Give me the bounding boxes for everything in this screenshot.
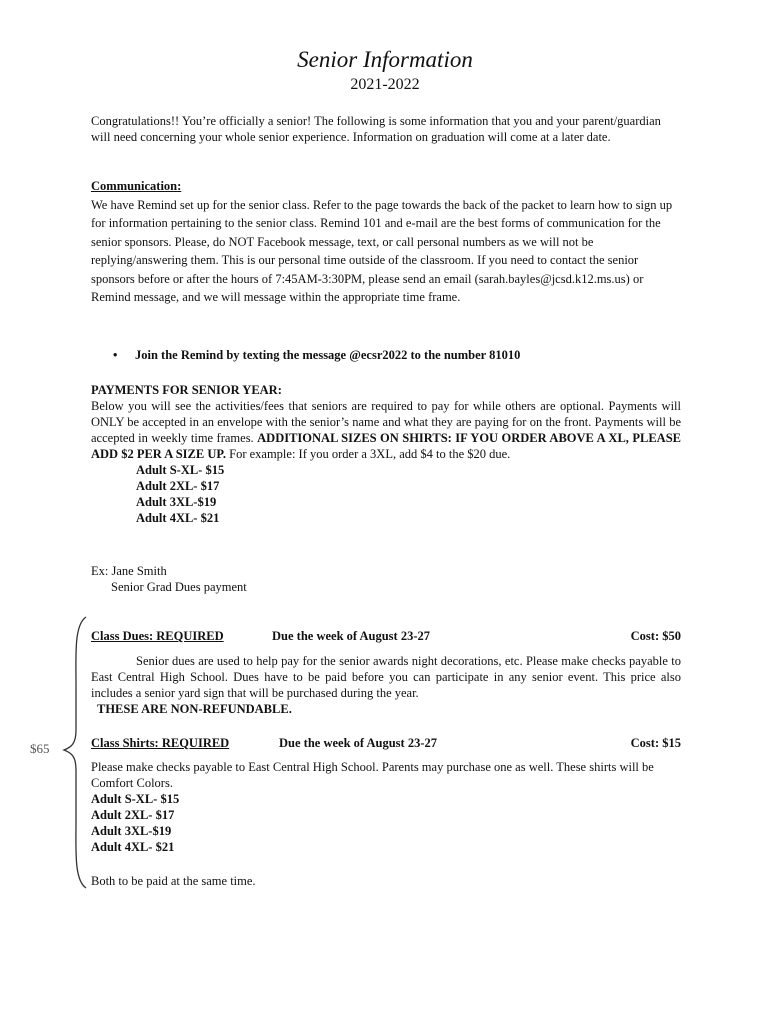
size-item: Adult 4XL- $21 xyxy=(136,511,220,525)
bullet-icon: • xyxy=(113,348,118,362)
remind-bullet xyxy=(113,347,520,363)
payment-footnote: Both to be paid at the same time. xyxy=(91,874,256,888)
payments-body-text: Below you will see the activities/fees that seniors are required to pay for while others are optional. Payments will ONLY be accepted in an envelope with the senior’s name and what they are paying for on the front. Payments will be accepted in weekly time frames. xyxy=(91,399,681,445)
class-shirts-cost: Cost: $15 xyxy=(630,736,681,750)
non-refundable-note: THESE ARE NON-REFUNDABLE. xyxy=(97,702,292,716)
size-item: Adult 2XL- $17 xyxy=(136,479,220,493)
class-dues-due: Due the week of August 23-27 xyxy=(272,629,430,643)
example-line-name: Ex: Jane Smith xyxy=(91,564,167,578)
size-item: Adult S-XL- $15 xyxy=(91,792,180,806)
page-title: Senior Information xyxy=(297,47,473,72)
class-dues-section xyxy=(91,653,681,717)
class-dues-body: Senior dues are used to help pay for the senior awards night decorations, etc. Please make checks payable to East Central High School. Dues have to be paid before you can participate in any senior event. This price also includes a senior yard sign that will be purchased during the year. xyxy=(91,654,681,700)
communication-heading: Communication: xyxy=(91,179,182,193)
payments-size-list xyxy=(91,462,681,526)
class-dues-title: Class Dues: REQUIRED xyxy=(91,629,224,643)
class-shirts-title: Class Shirts: REQUIRED xyxy=(91,736,230,750)
communication-body: We have Remind set up for the senior class. Refer to the page towards the back of the packet to learn how to sign up for information pertaining to the senior class. Remind 101 and e-mail are the best forms of communication for the senior sponsors. Please, do NOT Facebook message, text, or call personal numbers as we will not be replying/answering them. This is our personal time outside of the classroom. If you need to contact the senior sponsors before or after the hours of 7:45AM-3:30PM, please send an email (sarah.bayles@jcsd.k12.ms.us) or Remind message, and we will message within the appropriate time frame. xyxy=(91,197,673,304)
combined-total: $65 xyxy=(30,741,50,756)
school-year: 2021-2022 xyxy=(350,76,420,93)
class-shirts-section xyxy=(91,759,681,855)
payments-body-bold: ADDITIONAL SIZES ON SHIRTS: IF YOU ORDER ABOVE A XL, PLEASE ADD $2 PER A SIZE UP. xyxy=(91,431,681,461)
payments-body-tail: For example: If you order a 3XL, add $4 to the $20 due. xyxy=(226,447,511,461)
curly-brace-icon xyxy=(62,615,88,890)
communication-section xyxy=(91,177,681,307)
class-shirts-due: Due the week of August 23-27 xyxy=(279,736,437,750)
remind-bullet-text: Join the Remind by texting the message @ecsr2022 to the number 81010 xyxy=(135,348,521,362)
size-item: Adult 4XL- $21 xyxy=(91,840,175,854)
intro-paragraph: Congratulations!! You’re officially a senior! The following is some information that you and your parent/guardian will need concerning your whole senior experience. Information on graduation will come at a later date. xyxy=(91,114,661,144)
size-item: Adult S-XL- $15 xyxy=(136,463,225,477)
payments-heading: PAYMENTS FOR SENIOR YEAR: xyxy=(91,383,282,397)
class-shirts-body: Please make checks payable to East Central High School. Parents may purchase one as well. These shirts will be Comfort Colors. xyxy=(91,760,654,790)
size-item: Adult 2XL- $17 xyxy=(91,808,175,822)
payments-section xyxy=(91,382,681,526)
size-item: Adult 3XL-$19 xyxy=(91,824,172,838)
envelope-example xyxy=(91,563,681,595)
size-item: Adult 3XL-$19 xyxy=(136,495,217,509)
payments-body xyxy=(91,398,681,462)
example-line-purpose: Senior Grad Dues payment xyxy=(111,580,247,594)
class-dues-cost: Cost: $50 xyxy=(630,629,681,643)
shirt-size-list xyxy=(91,791,681,855)
